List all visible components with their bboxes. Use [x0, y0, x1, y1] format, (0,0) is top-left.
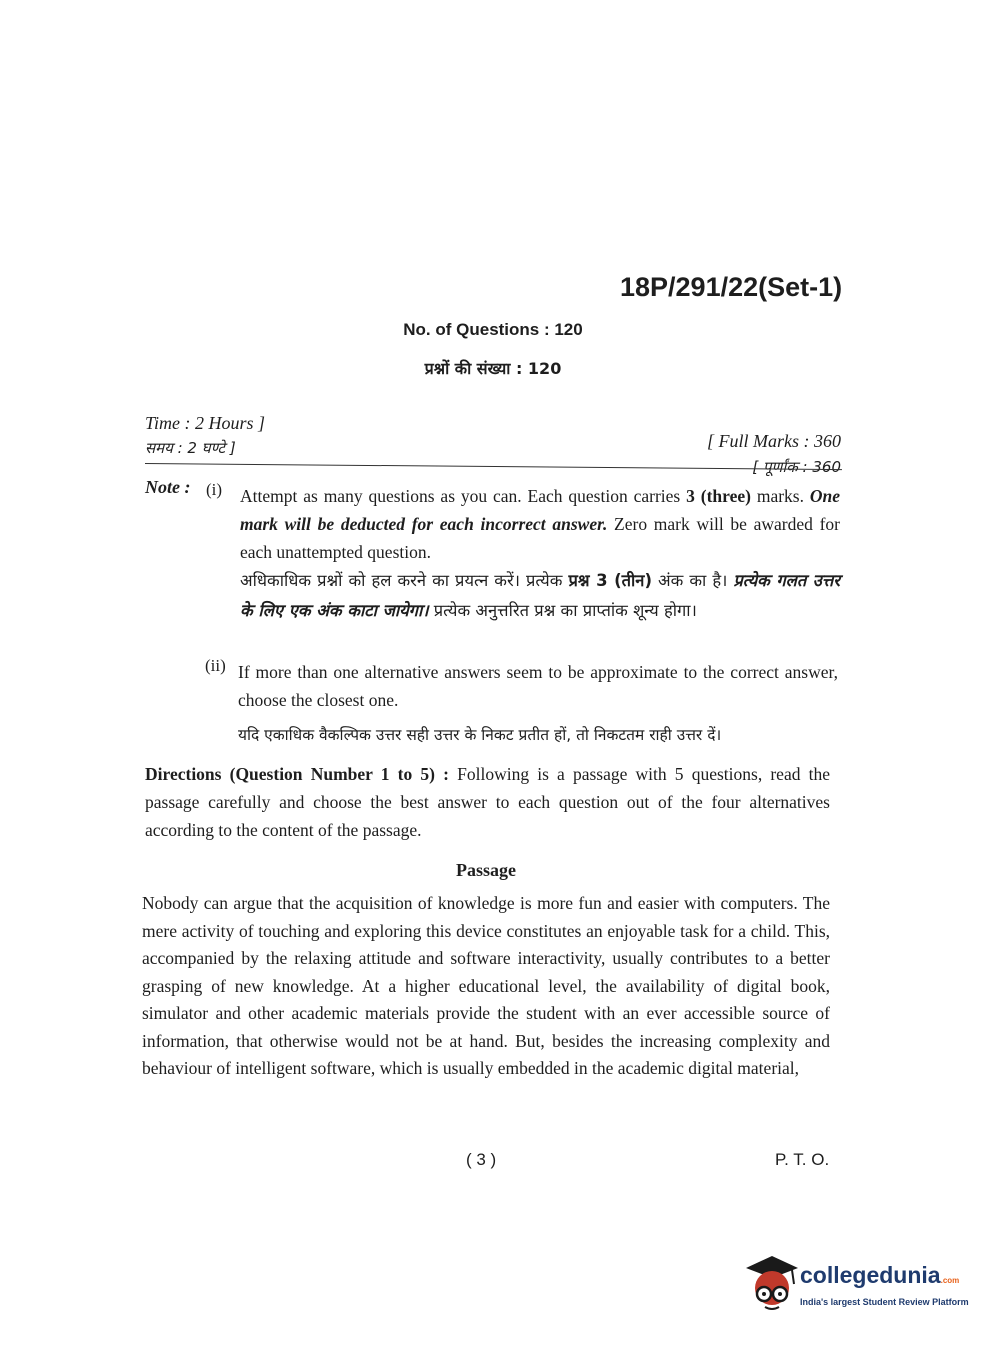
passage-text: Nobody can argue that the acquisition of knowledge is more fun and easier with computers. The mere activity of touching and exploring this device constitutes an enjoyable task for a child. This, accompanied by the relaxing attitude and software interactivity, usually contributes to a better grasping of new knowledge. At a higher educational level, the availability of digital book, simulator and other academic materials provide the student with an ever accessible source of information, that otherwise would not be at hand. But, besides the increasing complexity and behaviour of intelligent software, which is usually embedded in the academic digital material, [142, 893, 830, 1078]
note-item2-number: (ii) [205, 656, 226, 675]
pto-label: P. T. O. [775, 1150, 830, 1169]
collegedunia-mascot-icon [742, 1250, 802, 1315]
directions: Directions (Question Number 1 to 5) : Following is a passage with 5 questions, read the passage carefully and choose the best answer to each question out of the four alternatives according to the content of the passage. [145, 764, 830, 840]
number-of-questions-en: No. of Questions : 120 [403, 320, 583, 339]
number-of-questions-hi: प्रश्नों की संख्या : 120 [424, 359, 562, 378]
page-number: ( 3 ) [466, 1150, 497, 1169]
paper-code: 18P/291/22(Set-1) [620, 272, 843, 302]
note-item2-hi: यदि एकाधिक वैकल्पिक उत्तर सही उत्तर के निकट प्रतीत हों, तो निकटतम राही उत्तर दें। [238, 726, 722, 744]
time-hi: समय : 2 घण्टे ] [145, 439, 236, 457]
watermark-tagline: India's largest Student Review Platform [800, 1297, 969, 1307]
watermark-brand: collegedunia.com [800, 1262, 960, 1288]
full-marks-hi: [ पूर्णांक : 360 [752, 458, 841, 476]
passage-title: Passage [456, 860, 516, 880]
full-marks-en: [ Full Marks : 360 [707, 431, 841, 451]
note-item1-hi: अधिकाधिक प्रश्नों को हल करने का प्रयत्न करें। प्रत्येक प्रश्न 3 (तीन) अंक का है। प्रत्येक गलत उत्तर के लिए एक अंक काटा जायेगा। प्रत्येक अनुत्तरित प्रश्न का प्राप्तांक शून्य होगा। [240, 571, 840, 620]
note-item2-en: If more than one alternative answers seem to be approximate to the correct answer, choose the closest one. [238, 662, 838, 710]
note-label: Note : [145, 477, 191, 497]
note-item1-number: (i) [206, 480, 223, 499]
time-en: Time : 2 Hours ] [145, 413, 266, 433]
header-divider [145, 463, 842, 470]
note-item1-en: Attempt as many questions as you can. Each question carries 3 (three) marks. One mark will be deducted for each incorrect answer. Zero mark will be awarded for each unattempted question. [240, 486, 841, 562]
